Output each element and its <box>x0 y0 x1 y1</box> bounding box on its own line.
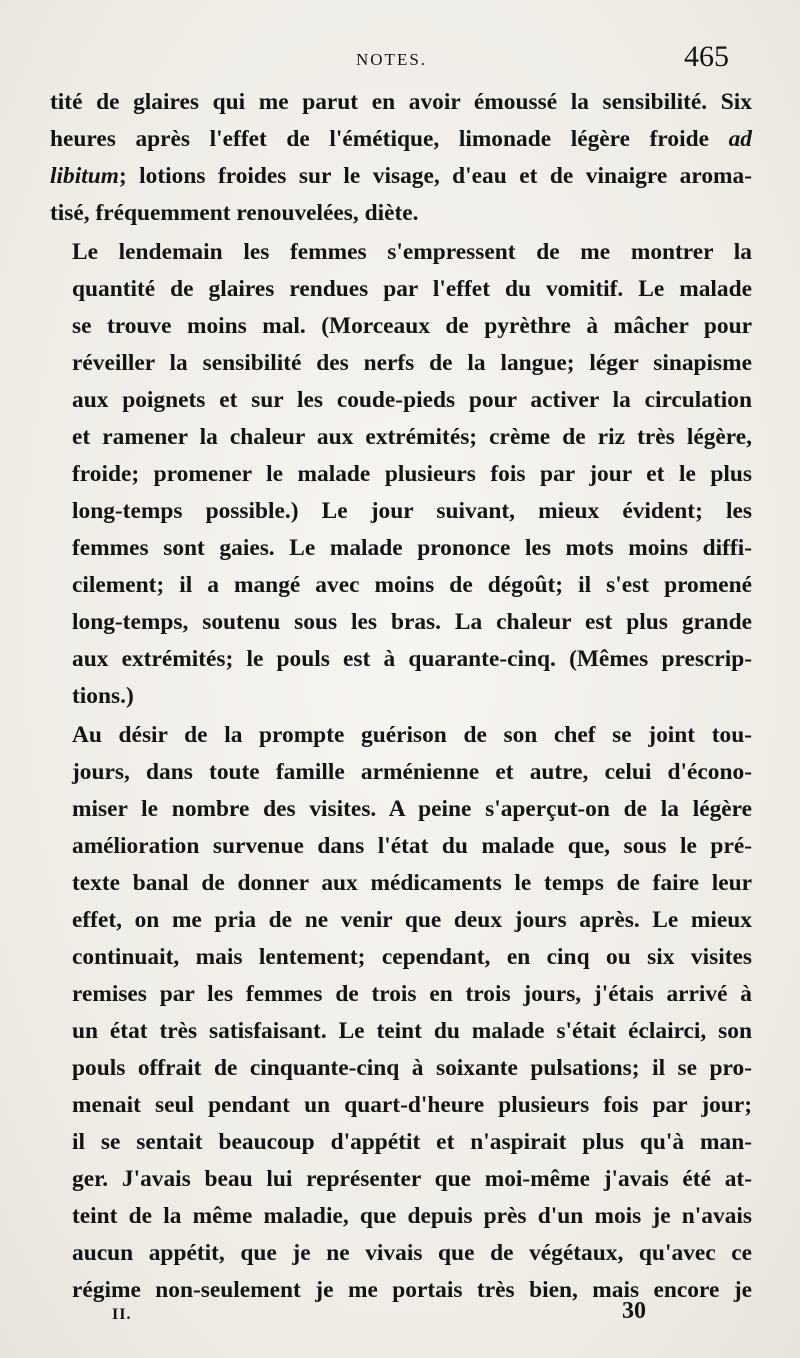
text-line <box>50 158 752 195</box>
body-text <box>50 84 752 1309</box>
text-line: teint de la même maladie, que depuis près d'un mois je n'avais <box>72 1203 752 1229</box>
signature-mark: II. <box>112 1306 132 1323</box>
text-line: pouls offrait de cinquante-cinq à soixante pulsations; il se pro- <box>72 1055 752 1081</box>
text-line: froide; promener le malade plusieurs fois par jour et le plus <box>72 461 752 487</box>
text-line: texte banal de donner aux médicaments le temps de faire leur <box>72 870 752 896</box>
italic-libitum: libitum <box>50 163 119 189</box>
paragraph-3 <box>50 717 752 1309</box>
italic-ad: ad <box>728 126 752 152</box>
text-line: menait seul pendant un quart-d'heure plusieurs fois par jour; <box>72 1092 752 1118</box>
text-line: et ramener la chaleur aux extrémités; crème de riz très légère, <box>72 424 752 450</box>
text-line: tions.) <box>72 683 134 709</box>
text-line: il se sentait beaucoup d'appétit et n'aspirait plus qu'à man- <box>72 1129 752 1155</box>
text-line: femmes sont gaies. Le malade prononce les mots moins diffi- <box>72 535 752 561</box>
text-line-part: ; lotions froides sur le visage, d'eau et de vinaigre aroma- <box>118 163 752 189</box>
text-line: continuait, mais lentement; cependant, en cinq ou six visites <box>72 944 752 970</box>
running-head: NOTES. <box>356 50 428 69</box>
paragraph-2 <box>50 234 752 715</box>
text-line: long-temps, soutenu sous les bras. La chaleur est plus grande <box>72 609 752 635</box>
sheet-number: 30 <box>622 1298 646 1324</box>
text-line: réveiller la sensibilité des nerfs de la langue; léger sinapisme <box>72 350 752 376</box>
text-line: Au désir de la prompte guérison de son chef se joint tou- <box>72 722 752 748</box>
paragraph-1 <box>50 84 752 232</box>
text-line: tisé, fréquemment renouvelées, diète. <box>50 200 419 226</box>
text-line: effet, on me pria de ne venir que deux jours après. Le mieux <box>72 907 752 933</box>
text-line: aux poignets et sur les coude-pieds pour activer la circulation <box>72 387 752 413</box>
text-line: remises par les femmes de trois en trois jours, j'étais arrivé à <box>72 981 752 1007</box>
text-line: miser le nombre des visites. A peine s'aperçut-on de la légère <box>72 796 752 822</box>
text-line: jours, dans toute famille arménienne et autre, celui d'écono- <box>72 759 752 785</box>
page-header <box>0 40 800 80</box>
text-line: ger. J'avais beau lui représenter que moi-même j'avais été at- <box>72 1166 752 1192</box>
page-footer <box>0 1298 800 1338</box>
text-line: long-temps possible.) Le jour suivant, mieux évident; les <box>72 498 752 524</box>
text-line: cilement; il a mangé avec moins de dégoût; il s'est promené <box>72 572 752 598</box>
text-line <box>50 121 752 158</box>
text-line-part: heures après l'effet de l'émétique, limonade légère froide <box>50 126 709 152</box>
text-line: un état très satisfaisant. Le teint du malade s'était éclairci, son <box>72 1018 752 1044</box>
page-number: 465 <box>684 40 729 73</box>
text-line: Le lendemain les femmes s'empressent de me montrer la <box>72 239 752 265</box>
text-line: régime non-seulement je me portais très bien, mais encore je <box>72 1277 752 1303</box>
text-line: se trouve moins mal. (Morceaux de pyrèthre à mâcher pour <box>72 313 752 339</box>
text-line: aucun appétit, que je ne vivais que de végétaux, qu'avec ce <box>72 1240 752 1266</box>
text-line: tité de glaires qui me parut en avoir émoussé la sensibilité. Six <box>50 89 752 115</box>
text-line: quantité de glaires rendues par l'effet du vomitif. Le malade <box>72 276 752 302</box>
text-line: amélioration survenue dans l'état du malade que, sous le pré- <box>72 833 752 859</box>
text-line: aux extrémités; le pouls est à quarante-cinq. (Mêmes prescrip- <box>72 646 752 672</box>
